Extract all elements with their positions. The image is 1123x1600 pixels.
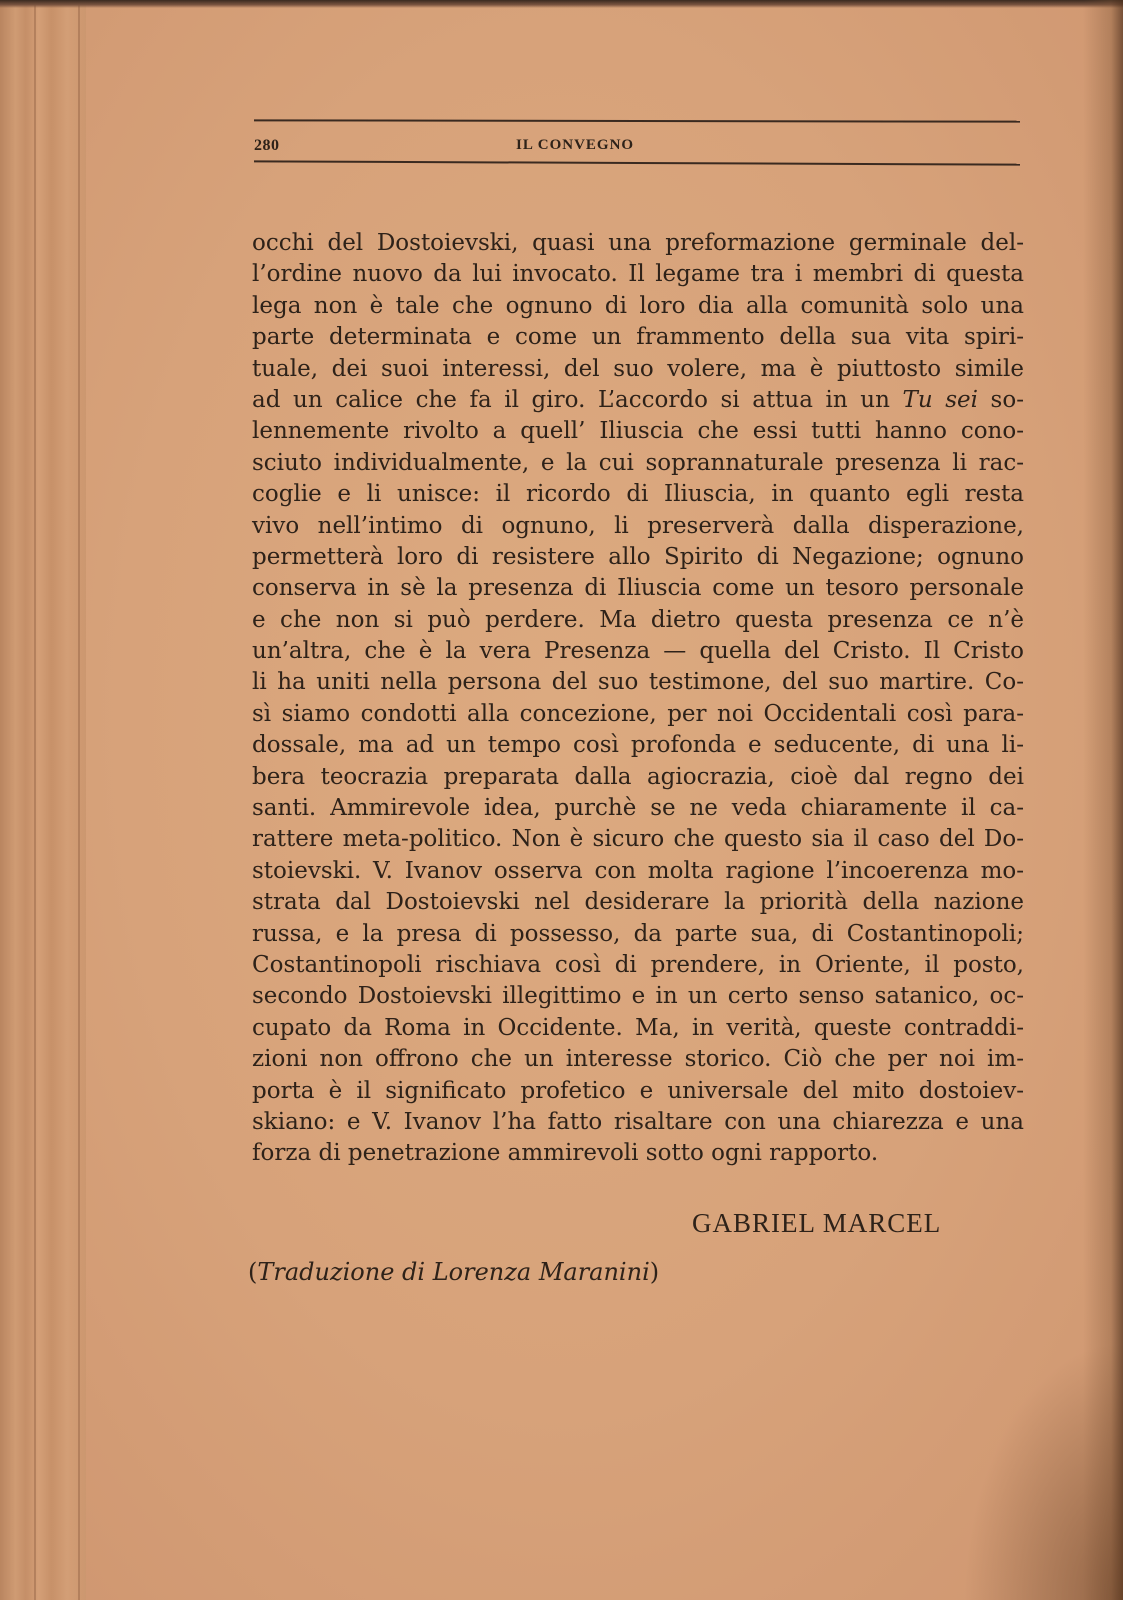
translator-credit: Traduzione di Lorenza Maranini — [257, 1258, 650, 1286]
header-bottom-rule — [254, 160, 1020, 165]
running-head: IL CONVEGNO — [516, 137, 635, 153]
text-line: conserva in sè la presenza di Iliuscia come un tesoro personale — [252, 575, 1024, 602]
text-line: occhi del Dostoievski, quasi una preformazione germinale del- — [252, 230, 1024, 256]
text-line: permetterà loro di resistere allo Spirito di Negazione; ognuno — [252, 543, 1024, 570]
text-segment: so- — [977, 386, 1024, 413]
text-line: zioni non offrono che un interesse storico. Ciò che per noi im- — [252, 1046, 1024, 1073]
text-line: dossale, ma ad un tempo così profonda e seducente, di una li- — [252, 732, 1024, 759]
page-corner-shade — [963, 1340, 1123, 1600]
text-line: cupato da Roma in Occidente. Ma, in verità, queste contraddi- — [252, 1014, 1024, 1041]
text-line: skiano: e V. Ivanov l’ha fatto risaltare con una chiarezza e una — [252, 1108, 1024, 1135]
paren-open: ( — [248, 1258, 258, 1286]
author-signature: GABRIEL MARCEL — [692, 1208, 942, 1238]
book-binding-edge — [0, 0, 86, 1600]
header-top-rule — [254, 119, 1020, 122]
text-line: lega non è tale che ognuno di loro dia alla comunità solo una — [252, 292, 1024, 319]
paren-close: ) — [649, 1258, 660, 1286]
text-line: Costantinopoli rischiava così di prendere, in Oriente, il posto, — [252, 951, 1024, 978]
text-line: lennemente rivolto a quell’ Iliuscia che essi tutti hanno cono- — [252, 418, 1024, 445]
text-line: sì siamo condotti alla concezione, per noi Occidentali così para- — [252, 700, 1024, 727]
text-line: secondo Dostoievski illegittimo e in un certo senso satanico, oc- — [252, 983, 1024, 1010]
page-number: 280 — [254, 137, 280, 154]
page-top-edge — [0, 0, 1123, 8]
text-line: vivo nell’intimo di ognuno, li preserverà dalla disperazione, — [252, 512, 1024, 539]
text-line: stoievski. V. Ivanov osserva con molta ragione l’incoerenza mo- — [252, 857, 1024, 884]
text-line: e che non si può perdere. Ma dietro questa presenza ce n’è — [252, 606, 1024, 633]
text-line: un’altra, che è la vera Presenza — quella del Cristo. Il Cristo — [252, 638, 1024, 665]
text-line: coglie e li unisce: il ricordo di Iliuscia, in quanto egli resta — [252, 481, 1024, 508]
page-header — [254, 120, 1020, 166]
text-line: russa, e la presa di possesso, da parte sua, di Costantinopoli; — [252, 920, 1024, 947]
text-line: santi. Ammirevole idea, purchè se ne veda chiaramente il ca- — [252, 795, 1024, 822]
text-line: l’ordine nuovo da lui invocato. Il legame tra i membri di questa — [252, 261, 1024, 288]
text-line: parte determinata e come un frammento della sua vita spiri- — [252, 324, 1024, 351]
text-line: li ha uniti nella persona del suo testimone, del suo martire. Co- — [252, 669, 1024, 696]
text-line: rattere meta-politico. Non è sicuro che questo sia il caso del Do- — [252, 826, 1024, 853]
body-text — [252, 228, 1024, 1170]
text-segment: ad un calice che fa il giro. L’accordo si attua in un — [252, 386, 903, 413]
text-line: strata dal Dostoievski nel desiderare la priorità della nazione — [252, 889, 1024, 916]
text-line: porta è il significato profetico e universale del mito dostoiev- — [252, 1077, 1024, 1104]
text-line-with-italic — [252, 385, 1024, 416]
text-line: tuale, dei suoi interessi, del suo volere, ma è piuttosto simile — [252, 355, 1024, 382]
italic-phrase: Tu sei — [902, 386, 978, 413]
text-line: bera teocrazia preparata dalla agiocrazia, cioè dal regno dei — [252, 763, 1024, 790]
translation-credit — [248, 1258, 659, 1286]
text-line: forza di penetrazione ammirevoli sotto ogni rapporto. — [252, 1140, 879, 1167]
text-line: sciuto individualmente, e la cui soprannaturale presenza li rac- — [252, 449, 1024, 476]
